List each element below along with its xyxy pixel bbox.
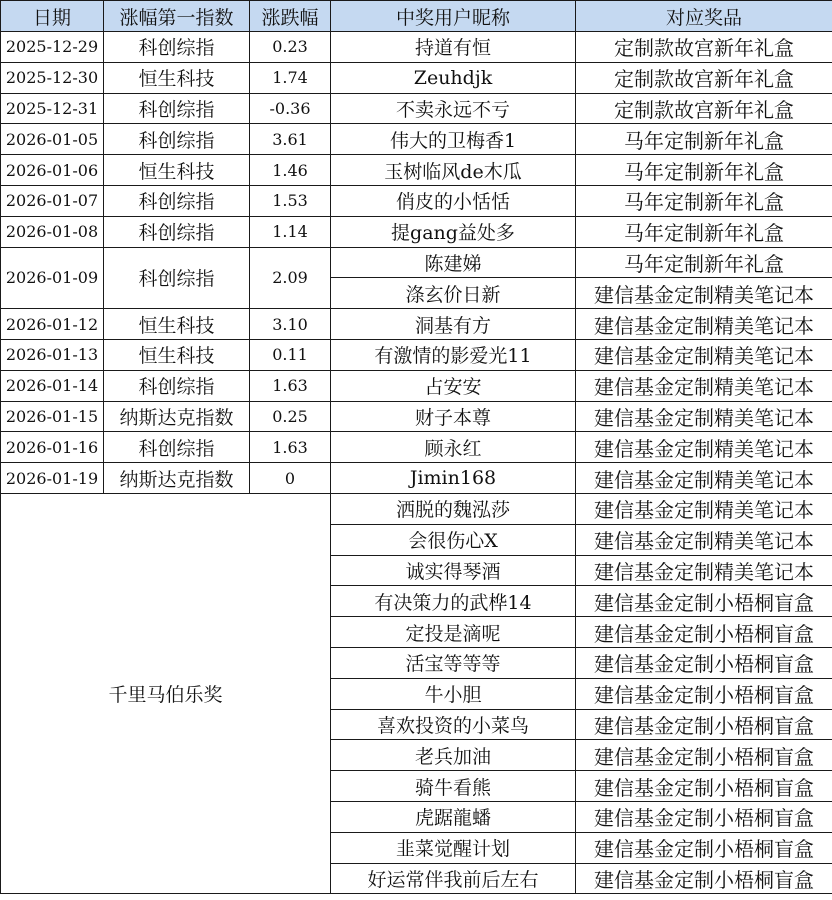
header-index: 涨幅第一指数 [104,1,250,32]
change-cell: 1.53 [250,185,331,216]
user-cell: 定投是滴呢 [331,617,576,648]
date-cell: 2026-01-14 [1,370,104,401]
table-row [1,247,832,278]
table-row [1,155,832,186]
table-header [1,1,832,32]
user-cell: 洒脱的魏泓莎 [331,493,576,524]
user-cell: 好运常伴我前后左右 [331,863,576,894]
header-date: 日期 [1,1,104,32]
table-row [1,124,832,155]
table-body [1,32,832,894]
prize-cell: 建信基金定制小梧桐盲盒 [576,709,832,740]
user-cell: 伟大的卫梅香1 [331,124,576,155]
date-cell: 2026-01-12 [1,309,104,340]
user-cell: 诚实得琴酒 [331,555,576,586]
index-cell: 恒生科技 [104,155,250,186]
user-cell: 财子本尊 [331,401,576,432]
date-cell: 2026-01-09 [1,247,104,309]
index-cell: 纳斯达克指数 [104,463,250,494]
user-cell: 喜欢投资的小菜鸟 [331,709,576,740]
user-cell: 俏皮的小恬恬 [331,185,576,216]
table-row [1,32,832,63]
prize-cell: 建信基金定制精美笔记本 [576,370,832,401]
change-cell: 1.14 [250,216,331,247]
date-cell: 2025-12-29 [1,32,104,63]
prize-cell: 建信基金定制小梧桐盲盒 [576,678,832,709]
special-award-label: 千里马伯乐奖 [1,493,331,893]
index-cell: 科创综指 [104,124,250,155]
user-cell: Zeuhdjk [331,62,576,93]
index-cell: 科创综指 [104,216,250,247]
user-cell: 有决策力的武桦14 [331,586,576,617]
prize-cell: 建信基金定制小梧桐盲盒 [576,863,832,894]
prize-cell: 马年定制新年礼盒 [576,124,832,155]
prize-cell: 建信基金定制精美笔记本 [576,524,832,555]
date-cell: 2026-01-08 [1,216,104,247]
prize-cell: 马年定制新年礼盒 [576,216,832,247]
index-cell: 科创综指 [104,370,250,401]
user-cell: 骑牛看熊 [331,771,576,802]
header-row [1,1,832,32]
index-cell: 恒生科技 [104,62,250,93]
date-cell: 2026-01-19 [1,463,104,494]
change-cell: 1.63 [250,432,331,463]
user-cell: 洞基有方 [331,309,576,340]
user-cell: 涤玄价日新 [331,278,576,309]
index-cell: 科创综指 [104,432,250,463]
user-cell: 顾永红 [331,432,576,463]
index-cell: 科创综指 [104,185,250,216]
prize-cell: 建信基金定制小梧桐盲盒 [576,586,832,617]
index-cell: 科创综指 [104,93,250,124]
prize-cell: 定制款故宫新年礼盒 [576,32,832,63]
user-cell: Jimin168 [331,463,576,494]
change-cell: 0.11 [250,339,331,370]
prize-cell: 建信基金定制小梧桐盲盒 [576,617,832,648]
header-change: 涨跌幅 [250,1,331,32]
user-cell: 韭菜觉醒计划 [331,832,576,863]
table-row [1,493,832,524]
table-row [1,309,832,340]
prize-cell: 建信基金定制精美笔记本 [576,493,832,524]
user-cell: 虎踞龍蟠 [331,801,576,832]
index-cell: 纳斯达克指数 [104,401,250,432]
index-cell: 恒生科技 [104,309,250,340]
change-cell: 3.10 [250,309,331,340]
prize-cell: 定制款故宫新年礼盒 [576,93,832,124]
prize-cell: 建信基金定制精美笔记本 [576,309,832,340]
change-cell: -0.36 [250,93,331,124]
user-cell: 持道有恒 [331,32,576,63]
change-cell: 0 [250,463,331,494]
date-cell: 2026-01-13 [1,339,104,370]
index-cell: 科创综指 [104,247,250,309]
change-cell: 1.63 [250,370,331,401]
table-row [1,93,832,124]
prize-cell: 马年定制新年礼盒 [576,185,832,216]
change-cell: 1.74 [250,62,331,93]
user-cell: 不卖永远不亏 [331,93,576,124]
user-cell: 老兵加油 [331,740,576,771]
prize-cell: 建信基金定制小梧桐盲盒 [576,647,832,678]
user-cell: 活宝等等等 [331,647,576,678]
header-user: 中奖用户昵称 [331,1,576,32]
prize-cell: 建信基金定制精美笔记本 [576,555,832,586]
date-cell: 2026-01-07 [1,185,104,216]
change-cell: 1.46 [250,155,331,186]
prize-cell: 建信基金定制精美笔记本 [576,463,832,494]
change-cell: 2.09 [250,247,331,309]
table-row [1,339,832,370]
date-cell: 2026-01-16 [1,432,104,463]
prize-cell: 建信基金定制小梧桐盲盒 [576,771,832,802]
table-row [1,463,832,494]
change-cell: 0.23 [250,32,331,63]
date-cell: 2025-12-30 [1,62,104,93]
user-cell: 牛小胆 [331,678,576,709]
prize-cell: 建信基金定制小梧桐盲盒 [576,832,832,863]
index-cell: 科创综指 [104,32,250,63]
prize-cell: 建信基金定制小梧桐盲盒 [576,740,832,771]
prize-cell: 建信基金定制精美笔记本 [576,278,832,309]
prize-cell: 定制款故宫新年礼盒 [576,62,832,93]
prize-cell: 马年定制新年礼盒 [576,247,832,278]
date-cell: 2026-01-05 [1,124,104,155]
index-cell: 恒生科技 [104,339,250,370]
table-row [1,432,832,463]
header-prize: 对应奖品 [576,1,832,32]
user-cell: 玉树临风de木瓜 [331,155,576,186]
table-row [1,62,832,93]
prize-cell: 建信基金定制精美笔记本 [576,401,832,432]
change-cell: 3.61 [250,124,331,155]
prize-cell: 马年定制新年礼盒 [576,155,832,186]
user-cell: 陈建娣 [331,247,576,278]
table-row [1,370,832,401]
table-row [1,185,832,216]
prize-cell: 建信基金定制精美笔记本 [576,432,832,463]
user-cell: 提gang益处多 [331,216,576,247]
date-cell: 2026-01-06 [1,155,104,186]
prize-cell: 建信基金定制小梧桐盲盒 [576,801,832,832]
date-cell: 2025-12-31 [1,93,104,124]
user-cell: 有激情的影爱光11 [331,339,576,370]
table-row [1,216,832,247]
user-cell: 会很伤心X [331,524,576,555]
user-cell: 占安安 [331,370,576,401]
date-cell: 2026-01-15 [1,401,104,432]
prize-cell: 建信基金定制精美笔记本 [576,339,832,370]
table-row [1,401,832,432]
change-cell: 0.25 [250,401,331,432]
